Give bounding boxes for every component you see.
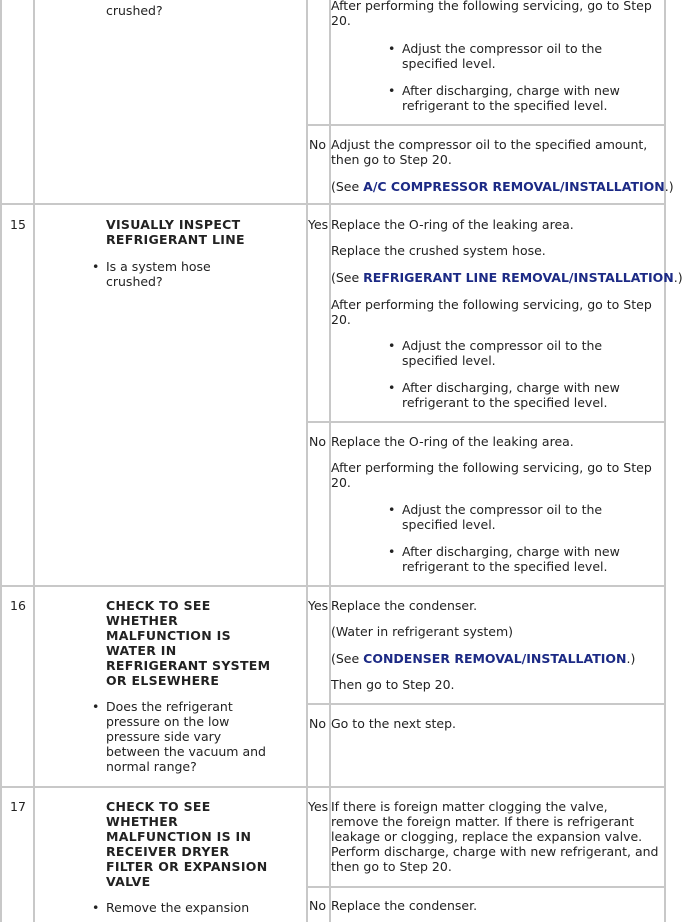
row-divider-step15	[0, 203, 666, 205]
column-divider-step	[33, 0, 35, 922]
step17-yes-line2: remove the foreign matter. If there is refrigerant	[331, 814, 634, 829]
step16-yes-ref	[331, 651, 635, 666]
step16-title-line3: MALFUNCTION IS	[106, 628, 231, 643]
step17-title-line1: CHECK TO SEE	[106, 799, 211, 814]
ref-suffix: .)	[664, 179, 674, 194]
top-no-line2: then go to Step 20.	[331, 152, 452, 167]
step15-yes-bullet2-line1: • After discharging, charge with new	[402, 380, 620, 395]
step15-no-bullet1-line1: • Adjust the compressor oil to the	[402, 502, 602, 517]
step-number-15: 15	[10, 217, 26, 232]
step17-yes-line1: If there is foreign matter clogging the valve,	[331, 799, 608, 814]
step17-title-line3: MALFUNCTION IS IN	[106, 829, 252, 844]
step15-yes-label: Yes	[308, 217, 329, 232]
top-yes-bullet1-line2: specified level.	[402, 56, 496, 71]
top-no-label: No	[309, 137, 326, 152]
ref-prefix: (See	[331, 651, 364, 666]
step16-yes-p2: (Water in refrigerant system)	[331, 624, 514, 639]
step-number-17: 17	[10, 799, 26, 814]
step16-yes-p1: Replace the condenser.	[331, 598, 478, 613]
row-divider-top-yes-no	[306, 124, 666, 126]
top-no-ref	[331, 179, 674, 194]
row-divider-step16-yes-no	[306, 703, 666, 705]
table-border-left	[0, 0, 2, 922]
step17-no-label: No	[309, 898, 326, 913]
step15-yes-ref	[331, 270, 683, 285]
step16-title-line6: OR ELSEWHERE	[106, 673, 220, 688]
top-yes-intro-line2: 20.	[331, 13, 351, 28]
step16-title-line2: WHETHER	[106, 613, 179, 628]
step16-title-line5: REFRIGERANT SYSTEM	[106, 658, 271, 673]
link-refrigerant-line-removal-installation[interactable]: REFRIGERANT LINE REMOVAL/INSTALLATION	[363, 270, 674, 285]
step17-no-p1: Replace the condenser.	[331, 898, 478, 913]
top-yes-bullet2-line2: refrigerant to the specified level.	[402, 98, 608, 113]
row-divider-step17-yes-no	[306, 886, 666, 888]
row-divider-step16	[0, 585, 666, 587]
step15-yes-bullet1-line2: specified level.	[402, 353, 496, 368]
link-condenser-removal-installation[interactable]: CONDENSER REMOVAL/INSTALLATION	[363, 651, 627, 666]
column-divider-action	[306, 0, 308, 922]
top-yes-bullet1-line1: • Adjust the compressor oil to the	[402, 41, 602, 56]
step16-title-line1: CHECK TO SEE	[106, 598, 211, 613]
step16-question-line5: normal range?	[106, 759, 197, 774]
step16-no-label: No	[309, 716, 326, 731]
table-border-right	[664, 0, 666, 922]
step17-yes-line5: then go to Step 20.	[331, 859, 452, 874]
step17-title-line4: RECEIVER DRYER	[106, 844, 230, 859]
step15-no-p1: Replace the O-ring of the leaking area.	[331, 434, 574, 449]
step16-question-line1: • Does the refrigerant	[106, 699, 233, 714]
row-divider-step17	[0, 786, 666, 788]
step17-title-line6: VALVE	[106, 874, 151, 889]
step15-no-label: No	[309, 434, 326, 449]
step15-title-line2: REFRIGERANT LINE	[106, 232, 245, 247]
step15-no-bullet2-line1: • After discharging, charge with new	[402, 544, 620, 559]
ref-suffix: .)	[626, 651, 636, 666]
step16-title-line4: WATER IN	[106, 643, 177, 658]
step15-title-line1: VISUALLY INSPECT	[106, 217, 241, 232]
step17-yes-line4: Perform discharge, charge with new refrigerant, and	[331, 844, 659, 859]
top-yes-intro-line1: After performing the following servicing, go to Step	[331, 0, 652, 13]
top-yes-bullet2-line1: • After discharging, charge with new	[402, 83, 620, 98]
step16-question-line3: pressure side vary	[106, 729, 222, 744]
step16-question-line4: between the vacuum and	[106, 744, 266, 759]
step15-no-intro-line2: 20.	[331, 475, 351, 490]
step16-question-line2: pressure on the low	[106, 714, 230, 729]
step15-no-intro-line1: After performing the following servicing, go to Step	[331, 460, 652, 475]
step15-no-bullet1-line2: specified level.	[402, 517, 496, 532]
link-ac-compressor-removal-installation[interactable]: A/C COMPRESSOR REMOVAL/INSTALLATION	[363, 179, 665, 194]
step15-yes-p2: Replace the crushed system hose.	[331, 243, 546, 258]
step15-yes-p1: Replace the O-ring of the leaking area.	[331, 217, 574, 232]
step15-yes-intro-line1: After performing the following servicing, go to Step	[331, 297, 652, 312]
top-no-line1: Adjust the compressor oil to the specified amount,	[331, 137, 648, 152]
step17-question-line1: • Remove the expansion	[106, 900, 249, 915]
step17-title-line2: WHETHER	[106, 814, 179, 829]
step16-yes-label: Yes	[308, 598, 329, 613]
step16-no-p1: Go to the next step.	[331, 716, 456, 731]
step17-yes-line3: leakage or clogging, replace the expansion valve.	[331, 829, 643, 844]
step17-title-line5: FILTER OR EXPANSION	[106, 859, 268, 874]
step15-question-line2: crushed?	[106, 274, 163, 289]
ref-prefix: (See	[331, 270, 364, 285]
question-tail: crushed?	[106, 3, 163, 18]
step15-question-line1: • Is a system hose	[106, 259, 211, 274]
step-number-16: 16	[10, 598, 26, 613]
step15-no-bullet2-line2: refrigerant to the specified level.	[402, 559, 608, 574]
ref-prefix: (See	[331, 179, 364, 194]
ref-suffix: .)	[673, 270, 683, 285]
step16-yes-p3: Then go to Step 20.	[331, 677, 455, 692]
step15-yes-intro-line2: 20.	[331, 312, 351, 327]
step15-yes-bullet2-line2: refrigerant to the specified level.	[402, 395, 608, 410]
row-divider-step15-yes-no	[306, 421, 666, 423]
step15-yes-bullet1-line1: • Adjust the compressor oil to the	[402, 338, 602, 353]
step17-yes-label: Yes	[308, 799, 329, 814]
